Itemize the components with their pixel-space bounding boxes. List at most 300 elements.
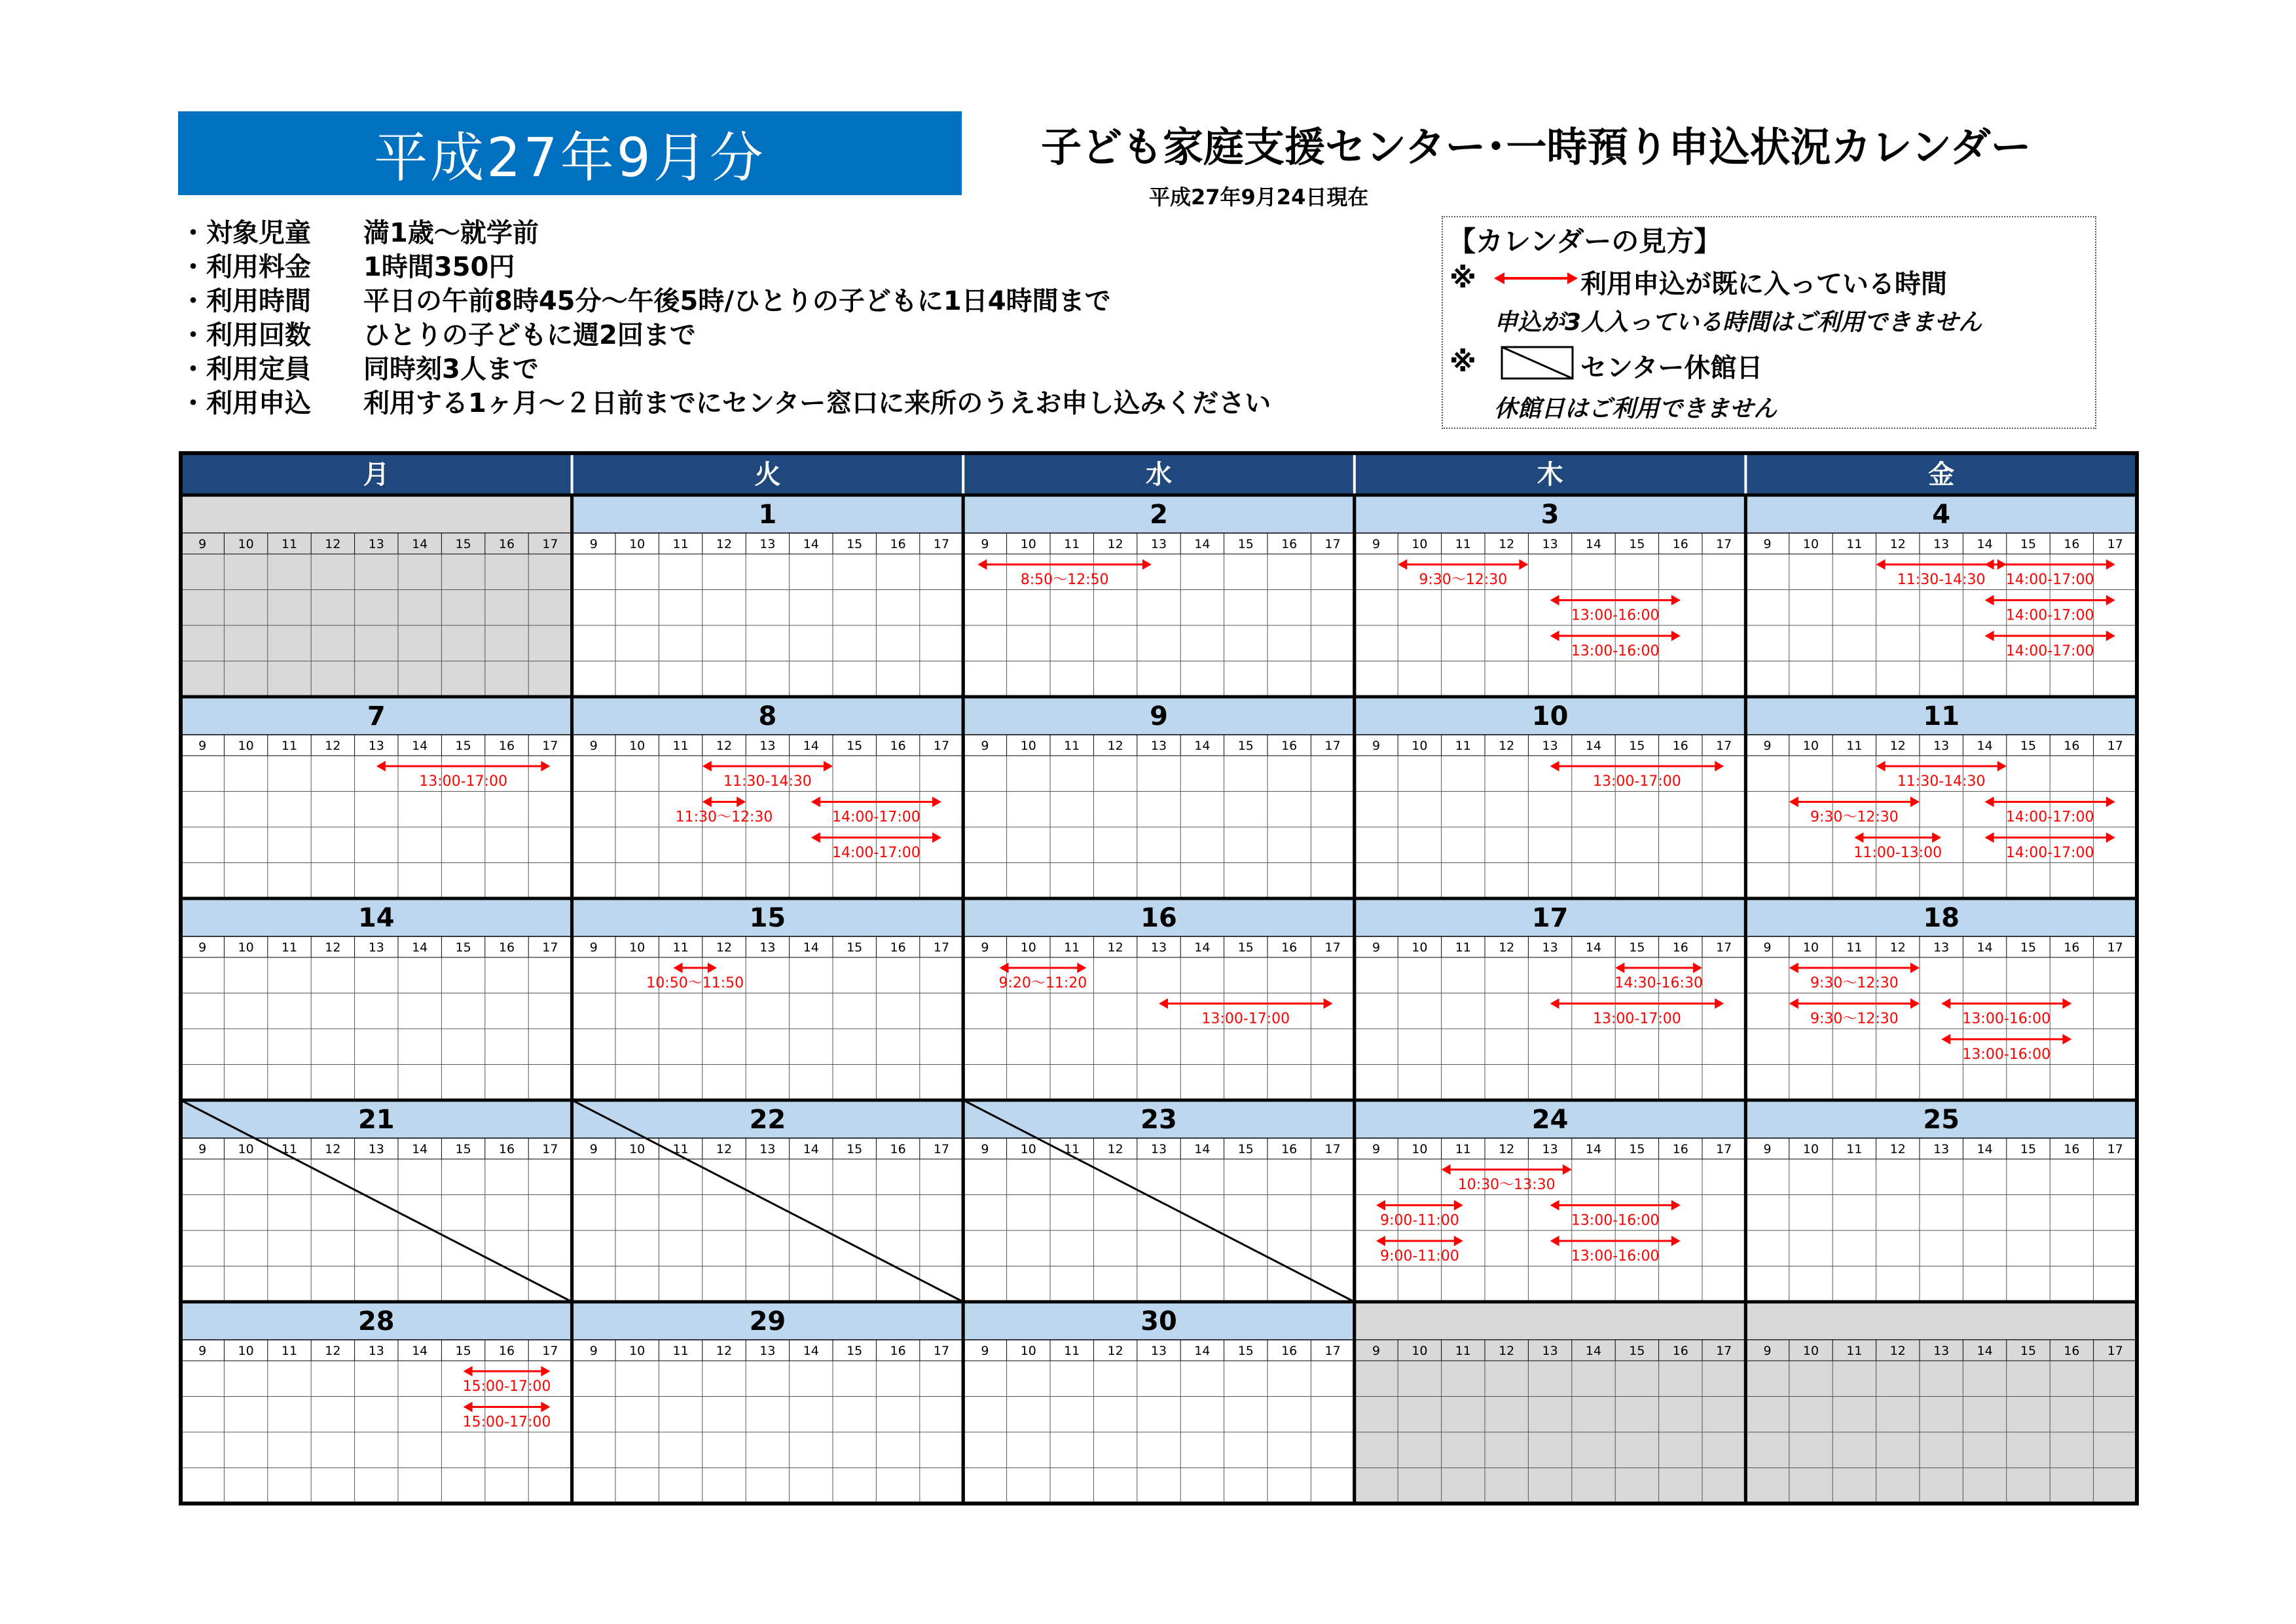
- reservation-label: 9:30～12:30: [1810, 809, 1899, 826]
- info-label: ・利用時間: [180, 286, 311, 316]
- hour-label: 9: [981, 739, 989, 753]
- hour-label: 12: [716, 1142, 733, 1156]
- hour-label: 12: [325, 1344, 341, 1358]
- legend-closed-note: 休館日はご利用できません: [1494, 396, 1777, 422]
- hour-label: 13: [368, 1142, 384, 1156]
- hour-label: 11: [1455, 537, 1471, 551]
- hour-label: 14: [1585, 1142, 1602, 1156]
- hour-label: 14: [1977, 739, 1993, 753]
- hour-label: 17: [2107, 1142, 2123, 1156]
- day-number: 8: [758, 701, 777, 731]
- info-row-fee: [180, 250, 1271, 284]
- inactive-cell-fill: [181, 533, 572, 697]
- arrow-head-right: [2106, 832, 2115, 843]
- hour-label: 9: [1372, 940, 1381, 955]
- hour-label: 17: [933, 1142, 950, 1156]
- hour-label: 13: [1542, 1344, 1558, 1358]
- hour-label: 17: [542, 537, 558, 551]
- hour-label: 13: [1933, 940, 1950, 955]
- hour-label: 11: [1846, 1142, 1863, 1156]
- hour-label: 16: [498, 739, 515, 753]
- reservation-label: 13:00-17:00: [1593, 773, 1681, 790]
- hour-label: 12: [1499, 1142, 1515, 1156]
- day-header: [1355, 1302, 1746, 1340]
- hour-label: 17: [1716, 537, 1732, 551]
- legend-box: [1442, 216, 2096, 429]
- weekday-label: 火: [754, 460, 781, 490]
- hour-label: 10: [1020, 1142, 1036, 1156]
- hour-label: 17: [933, 537, 950, 551]
- arrow-head-left: [1550, 595, 1559, 606]
- hour-label: 10: [1802, 1142, 1819, 1156]
- hour-label: 17: [542, 940, 558, 955]
- reservation-label: 9:30～12:30: [1419, 572, 1508, 588]
- hour-label: 17: [542, 739, 558, 753]
- hour-label: 13: [1150, 739, 1167, 753]
- day-number: 21: [357, 1105, 395, 1135]
- info-list: [180, 216, 1271, 420]
- hour-label: 10: [629, 940, 646, 955]
- reservation-label: 13:00-17:00: [1593, 1010, 1681, 1027]
- hour-label: 17: [2107, 739, 2123, 753]
- hour-label: 17: [2107, 940, 2123, 955]
- hour-label: 9: [1763, 940, 1772, 955]
- hour-label: 9: [1372, 1142, 1381, 1156]
- arrow-head-left: [1876, 559, 1886, 570]
- hour-label: 16: [1672, 739, 1688, 753]
- hour-label: 10: [1412, 940, 1428, 955]
- hour-label: 15: [455, 537, 471, 551]
- hour-label: 15: [455, 1344, 471, 1358]
- hour-label: 13: [368, 537, 384, 551]
- reservation-label: 14:30-16:30: [1614, 975, 1703, 991]
- hour-label: 16: [1281, 1142, 1298, 1156]
- hour-label: 16: [2064, 1142, 2080, 1156]
- hour-label: 13: [1542, 739, 1558, 753]
- day-number: 23: [1140, 1105, 1177, 1135]
- hour-label: 11: [1064, 739, 1080, 753]
- arrow-head-right: [1693, 963, 1702, 973]
- legend-reserved-note: 申込が3人入っている時間はご利用できません: [1494, 309, 1982, 336]
- reservation-label: 14:00-17:00: [832, 809, 920, 826]
- hour-label: 16: [890, 940, 906, 955]
- double-arrow-icon: [1494, 268, 1578, 288]
- hour-label: 16: [498, 537, 515, 551]
- hour-label: 11: [281, 940, 298, 955]
- arrow-head-left: [1376, 1236, 1385, 1246]
- hour-label: 13: [368, 940, 384, 955]
- reservation-label: 13:00-16:00: [1962, 1046, 2051, 1063]
- hour-label: 13: [1150, 1344, 1167, 1358]
- hour-label: 10: [629, 537, 646, 551]
- arrow-head-left: [1789, 999, 1798, 1009]
- arrow-head-right: [2106, 559, 2115, 570]
- hour-label: 15: [1237, 537, 1254, 551]
- hour-label: 16: [890, 537, 906, 551]
- hour-label: 12: [325, 739, 341, 753]
- hour-label: 17: [1324, 940, 1341, 955]
- hour-label: 9: [589, 1142, 598, 1156]
- hour-label: 9: [589, 940, 598, 955]
- day-number: 3: [1540, 500, 1559, 530]
- hour-label: 12: [1499, 537, 1515, 551]
- hour-label: 16: [1281, 537, 1298, 551]
- hour-label: 13: [759, 537, 776, 551]
- hour-label: 17: [933, 1344, 950, 1358]
- reservation-label: 14:00-17:00: [2005, 845, 2094, 861]
- reservation-label: 15:00-17:00: [462, 1378, 551, 1395]
- day-number: 16: [1140, 903, 1177, 933]
- hour-label: 14: [1585, 537, 1602, 551]
- hour-label: 12: [1107, 1344, 1123, 1358]
- info-row-capacity: [180, 352, 1271, 386]
- hour-label: 11: [672, 940, 689, 955]
- hour-label: 14: [1977, 940, 1993, 955]
- hour-label: 16: [498, 1344, 515, 1358]
- hour-label: 13: [368, 739, 384, 753]
- arrow-head-right: [2106, 595, 2115, 606]
- hour-label: 15: [847, 1344, 863, 1358]
- arrow-head-right: [1671, 595, 1681, 606]
- hour-label: 15: [847, 940, 863, 955]
- day-number: 14: [357, 903, 395, 933]
- hour-label: 10: [1020, 739, 1036, 753]
- hour-label: 11: [1846, 940, 1863, 955]
- hour-label: 16: [1672, 1344, 1688, 1358]
- hour-label: 16: [498, 1142, 515, 1156]
- hour-label: 16: [2064, 739, 2080, 753]
- arrow-head-left: [702, 761, 712, 771]
- arrow-head-right: [2062, 999, 2071, 1009]
- day-number: 18: [1923, 903, 1960, 933]
- hour-label: 14: [412, 739, 428, 753]
- day-number: 7: [367, 701, 386, 731]
- hour-label: 11: [1846, 1344, 1863, 1358]
- hour-label: 9: [198, 537, 207, 551]
- reservation-label: 13:00-17:00: [1201, 1010, 1290, 1027]
- hour-label: 16: [2064, 940, 2080, 955]
- hour-label: 12: [1107, 940, 1123, 955]
- arrow-head-left: [1789, 963, 1798, 973]
- hour-label: 15: [847, 537, 863, 551]
- arrow-head-left: [1985, 832, 1994, 843]
- reservation-label: 9:20～11:20: [998, 975, 1087, 991]
- arrow-head-left: [1442, 1164, 1451, 1175]
- hour-label: 15: [2020, 1142, 2037, 1156]
- info-label: ・利用料金: [180, 252, 311, 282]
- month-title: 平成27年9月分: [374, 126, 766, 189]
- hour-label: 14: [1977, 1142, 1993, 1156]
- hour-label: 14: [1977, 1344, 1993, 1358]
- day-number: 11: [1923, 701, 1960, 731]
- hour-label: 15: [2020, 940, 2037, 955]
- hour-label: 10: [238, 537, 254, 551]
- hour-label: 13: [1542, 537, 1558, 551]
- arrow-head-left: [1985, 797, 1994, 807]
- arrow-head-left: [1550, 1200, 1559, 1211]
- hour-label: 17: [1716, 1344, 1732, 1358]
- hour-label: 9: [589, 739, 598, 753]
- hour-label: 12: [1499, 1344, 1515, 1358]
- hour-label: 16: [498, 940, 515, 955]
- hour-label: 15: [1237, 1344, 1254, 1358]
- hour-label: 12: [1889, 739, 1906, 753]
- reservation-label: 14:00-17:00: [2005, 607, 2094, 624]
- hour-label: 12: [1889, 940, 1906, 955]
- hour-label: 14: [1194, 739, 1211, 753]
- reservation-label: 11:00-13:00: [1853, 845, 1942, 861]
- day-number: 25: [1923, 1105, 1960, 1135]
- hour-label: 12: [716, 1344, 733, 1358]
- hour-label: 14: [1194, 940, 1211, 955]
- info-value: 同時刻3人まで: [363, 354, 539, 384]
- hour-label: 11: [281, 1142, 298, 1156]
- hour-label: 14: [412, 940, 428, 955]
- arrow-head-right: [932, 797, 941, 807]
- arrow-head-left: [1550, 761, 1559, 771]
- arrow-head-left: [1985, 631, 1994, 641]
- arrow-head-left: [1398, 559, 1407, 570]
- hour-label: 14: [803, 537, 819, 551]
- hour-label: 13: [1933, 739, 1950, 753]
- hour-label: 11: [1064, 537, 1080, 551]
- hour-label: 12: [1499, 739, 1515, 753]
- info-value: ひとりの子どもに週2回まで: [363, 320, 696, 350]
- hour-label: 11: [672, 1344, 689, 1358]
- hour-label: 11: [1846, 739, 1863, 753]
- hour-label: 10: [1020, 1344, 1036, 1358]
- hour-label: 15: [847, 1142, 863, 1156]
- arrow-head-right: [541, 1402, 550, 1412]
- arrow-head-right: [1997, 761, 2007, 771]
- info-label: ・対象児童: [180, 218, 311, 248]
- hour-label: 9: [589, 537, 598, 551]
- hour-label: 16: [890, 739, 906, 753]
- arrow-head-right: [1142, 559, 1152, 570]
- hour-label: 14: [412, 1142, 428, 1156]
- hour-label: 14: [803, 739, 819, 753]
- arrow-head-right: [824, 761, 833, 771]
- hour-label: 14: [1194, 1344, 1211, 1358]
- hour-label: 15: [1629, 537, 1645, 551]
- weekday-label: 月: [363, 460, 390, 490]
- day-number: 29: [749, 1306, 786, 1337]
- day-number: 28: [357, 1306, 395, 1337]
- arrow-head-right: [1932, 832, 1941, 843]
- hour-label: 17: [933, 739, 950, 753]
- info-row-hours: [180, 284, 1271, 318]
- hour-label: 10: [238, 940, 254, 955]
- arrow-head-right: [737, 797, 746, 807]
- hour-label: 9: [198, 940, 207, 955]
- arrow-head-right: [1563, 1164, 1572, 1175]
- hour-label: 15: [847, 739, 863, 753]
- hour-label: 12: [325, 1142, 341, 1156]
- hour-label: 11: [1846, 537, 1863, 551]
- arrow-head-right: [1324, 999, 1333, 1009]
- hour-label: 12: [1499, 940, 1515, 955]
- arrow-head-right: [1454, 1200, 1463, 1211]
- weekday-label: 金: [1928, 460, 1955, 490]
- hour-label: 16: [1672, 537, 1688, 551]
- hour-label: 15: [1237, 940, 1254, 955]
- day-number: 17: [1531, 903, 1569, 933]
- arrow-head-right: [2062, 1034, 2071, 1044]
- arrow-head-left: [702, 797, 712, 807]
- info-row-target: [180, 216, 1271, 250]
- hour-label: 17: [1716, 1142, 1732, 1156]
- hour-label: 17: [1324, 739, 1341, 753]
- hour-label: 9: [198, 1142, 207, 1156]
- reservation-label: 14:00-17:00: [2005, 572, 2094, 588]
- arrow-head-left: [1985, 559, 1994, 570]
- arrow-head-left: [1159, 999, 1168, 1009]
- hour-label: 10: [1412, 739, 1428, 753]
- closed-day-icon: [1501, 346, 1574, 380]
- hour-label: 13: [1150, 940, 1167, 955]
- hour-label: 9: [1372, 537, 1381, 551]
- hour-label: 17: [1324, 1344, 1341, 1358]
- hour-label: 9: [1372, 739, 1381, 753]
- hour-label: 15: [2020, 739, 2037, 753]
- hour-label: 9: [981, 1344, 989, 1358]
- hour-label: 17: [1324, 537, 1341, 551]
- day-number: 10: [1531, 701, 1569, 731]
- reservation-label: 9:00-11:00: [1380, 1248, 1459, 1264]
- reservation-label: 13:00-16:00: [1962, 1010, 2051, 1027]
- hour-label: 13: [759, 1142, 776, 1156]
- month-title-banner: [178, 111, 962, 195]
- hour-label: 14: [1194, 1142, 1211, 1156]
- day-number: 30: [1140, 1306, 1177, 1337]
- day-header: [181, 495, 572, 533]
- arrow-head-right: [708, 963, 717, 973]
- arrow-head-right: [1910, 963, 1920, 973]
- legend-closed-text: センター休館日: [1580, 353, 1763, 383]
- info-value: 平日の午前8時45分～午後5時/ひとりの子どもに1日4時間まで: [363, 286, 1111, 316]
- hour-label: 10: [1802, 1344, 1819, 1358]
- hour-label: 17: [1716, 739, 1732, 753]
- hour-label: 13: [1542, 1142, 1558, 1156]
- arrow-head-left: [1550, 1236, 1559, 1246]
- hour-label: 10: [1020, 940, 1036, 955]
- day-number: 24: [1531, 1105, 1569, 1135]
- reservation-label: 10:50～11:50: [646, 975, 744, 991]
- hour-label: 14: [1194, 537, 1211, 551]
- hour-label: 12: [1107, 739, 1123, 753]
- info-label: ・利用回数: [180, 320, 311, 350]
- arrow-head-left: [1854, 832, 1863, 843]
- hour-label: 14: [1585, 940, 1602, 955]
- hour-label: 11: [1064, 1344, 1080, 1358]
- hour-label: 17: [542, 1142, 558, 1156]
- hour-label: 11: [672, 1142, 689, 1156]
- arrow-head-right: [1671, 1200, 1681, 1211]
- hour-label: 10: [238, 1142, 254, 1156]
- hour-label: 11: [1455, 1344, 1471, 1358]
- hour-label: 10: [238, 739, 254, 753]
- hour-label: 14: [412, 537, 428, 551]
- reservation-label: 13:00-16:00: [1571, 1248, 1660, 1264]
- legend-title: 【カレンダーの見方】: [1448, 225, 1722, 257]
- hour-label: 9: [589, 1344, 598, 1358]
- info-label: ・利用定員: [180, 354, 311, 384]
- hour-label: 13: [1542, 940, 1558, 955]
- hour-label: 17: [933, 940, 950, 955]
- reservation-label: 11:30-14:30: [1897, 773, 1986, 790]
- reservation-label: 14:00-17:00: [832, 845, 920, 861]
- arrow-head-left: [1000, 963, 1009, 973]
- arrow-head-right: [1077, 963, 1086, 973]
- hour-label: 17: [2107, 537, 2123, 551]
- hour-label: 13: [1933, 1142, 1950, 1156]
- reservation-label: 9:30～12:30: [1810, 1010, 1899, 1027]
- arrow-head-right: [932, 832, 941, 843]
- hour-label: 13: [368, 1344, 384, 1358]
- arrow-head-right: [1671, 1236, 1681, 1246]
- hour-label: 9: [1763, 739, 1772, 753]
- arrow-head-right: [541, 761, 550, 771]
- page-title: 子ども家庭支援センター･一時預り申込状況カレンダー: [1041, 123, 2032, 171]
- hour-label: 11: [281, 739, 298, 753]
- reservation-label: 11:30-14:30: [1897, 572, 1986, 588]
- hour-label: 17: [2107, 1344, 2123, 1358]
- hour-label: 15: [1629, 739, 1645, 753]
- hour-label: 14: [412, 1344, 428, 1358]
- hour-label: 16: [2064, 537, 2080, 551]
- reservation-label: 10:30～13:30: [1457, 1177, 1556, 1193]
- inactive-cell-fill: [1745, 1340, 2137, 1504]
- hour-label: 13: [759, 739, 776, 753]
- reservation-calendar: [178, 451, 2140, 1506]
- hour-label: 14: [803, 940, 819, 955]
- hour-label: 11: [1064, 1142, 1080, 1156]
- hour-label: 11: [281, 1344, 298, 1358]
- weekday-label: 木: [1537, 460, 1563, 490]
- legend-mark: ※: [1449, 346, 1476, 378]
- hour-label: 13: [1933, 1344, 1950, 1358]
- hour-label: 16: [1281, 940, 1298, 955]
- hour-label: 9: [198, 739, 207, 753]
- hour-label: 9: [1763, 537, 1772, 551]
- arrow-head-right: [1715, 761, 1724, 771]
- info-row-application: [180, 386, 1271, 420]
- hour-label: 12: [325, 940, 341, 955]
- hour-label: 15: [1237, 739, 1254, 753]
- reservation-label: 9:00-11:00: [1380, 1212, 1459, 1229]
- legend-reserved-text: 利用申込が既に入っている時間: [1580, 269, 1947, 299]
- hour-label: 16: [1281, 739, 1298, 753]
- hour-label: 9: [1763, 1142, 1772, 1156]
- hour-label: 14: [1585, 1344, 1602, 1358]
- reservation-label: 14:00-17:00: [2005, 643, 2094, 659]
- hour-label: 12: [716, 739, 733, 753]
- hour-label: 9: [981, 537, 989, 551]
- reservation-label: 9:30～12:30: [1810, 975, 1899, 991]
- arrow-head-right: [1519, 559, 1528, 570]
- arrow-head-right: [2106, 631, 2115, 641]
- info-label: ・利用申込: [180, 388, 311, 418]
- info-value: 利用する1ヶ月～２日前までにセンター窓口に来所のうえお申し込みください: [363, 388, 1271, 418]
- hour-label: 12: [716, 940, 733, 955]
- arrow-head-left: [811, 832, 820, 843]
- hour-label: 17: [542, 1344, 558, 1358]
- info-row-frequency: [180, 318, 1271, 352]
- hour-label: 14: [803, 1142, 819, 1156]
- hour-label: 10: [238, 1344, 254, 1358]
- reservation-label: 13:00-17:00: [419, 773, 507, 790]
- hour-label: 13: [1150, 537, 1167, 551]
